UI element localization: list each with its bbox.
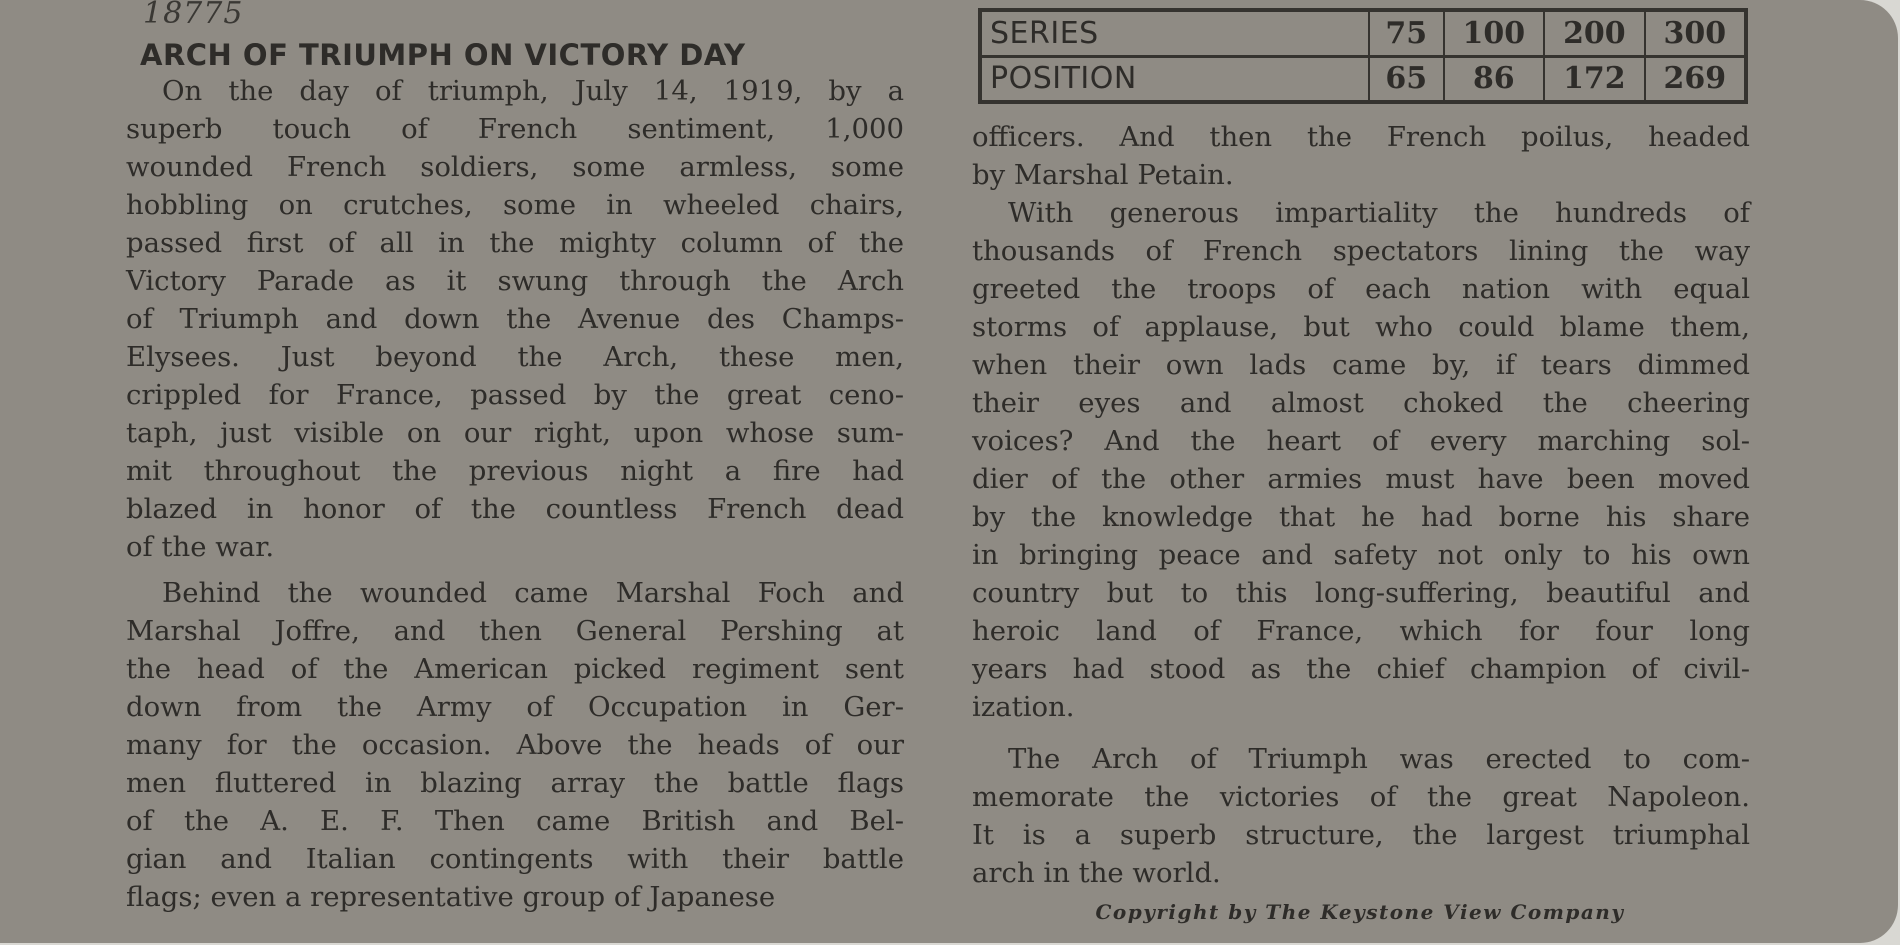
text-line: by the knowledge that he had borne his share xyxy=(972,501,1750,533)
text-line: years had stood as the chief champion of civil- xyxy=(972,653,1750,685)
series-position-table xyxy=(978,8,1748,104)
card-title: ARCH OF TRIUMPH ON VICTORY DAY xyxy=(140,38,746,72)
text-line: down from the Army of Occupation in Ger- xyxy=(126,691,904,723)
position-value: 86 xyxy=(1444,56,1545,100)
text-line: Victory Parade as it swung through the Arch xyxy=(126,265,904,297)
text-line: voices? And the heart of every marching sol- xyxy=(972,425,1750,457)
text-line: dier of the other armies must have been moved xyxy=(972,463,1750,495)
text-line: gian and Italian contingents with their battle xyxy=(126,843,904,875)
text-line: The Arch of Triumph was erected to com- xyxy=(1008,743,1750,775)
position-label: POSITION xyxy=(982,56,1369,100)
text-line: wounded French soldiers, some armless, some xyxy=(126,151,904,183)
text-line: of the war. xyxy=(126,531,275,563)
series-label: SERIES xyxy=(990,15,1099,51)
paragraph xyxy=(126,574,904,916)
text-line: On the day of triumph, July 14, 1919, by a xyxy=(162,75,904,107)
text-line: superb touch of French sentiment, 1,000 xyxy=(126,113,904,145)
position-value: 65 xyxy=(1369,56,1444,100)
text-line: It is a superb structure, the largest triumphal xyxy=(972,819,1750,851)
text-line: Marshal Joffre, and then General Pershing at xyxy=(126,615,904,647)
text-line: taph, just visible on our right, upon whose sum- xyxy=(126,417,904,449)
text-line: flags; even a representative group of Japanese xyxy=(126,881,776,913)
text-line: of the A. E. F. Then came British and Bel- xyxy=(126,805,904,837)
text-line: their eyes and almost choked the cheering xyxy=(972,387,1750,419)
text-column-right xyxy=(972,118,1750,892)
series-row xyxy=(982,12,1744,56)
series-value: 75 xyxy=(1369,12,1444,56)
text-line: mit throughout the previous night a fire had xyxy=(126,455,904,487)
text-line: officers. And then the French poilus, headed xyxy=(972,121,1750,153)
text-line: passed first of all in the mighty column of the xyxy=(126,227,904,259)
paragraph xyxy=(972,740,1750,892)
text-line: many for the occasion. Above the heads of our xyxy=(126,729,904,761)
text-line: Behind the wounded came Marshal Foch and xyxy=(162,577,904,609)
paragraph xyxy=(972,118,1750,194)
text-line: when their own lads came by, if tears dimmed xyxy=(972,349,1750,381)
copyright-notice: Copyright by The Keystone View Company xyxy=(1095,900,1625,924)
text-line: arch in the world. xyxy=(972,857,1221,889)
text-line: in bringing peace and safety not only to his own xyxy=(972,539,1750,571)
text-line: greeted the troops of each nation with equal xyxy=(972,273,1750,305)
text-line: ization. xyxy=(972,691,1075,723)
text-line: by Marshal Petain. xyxy=(972,159,1234,191)
paragraph xyxy=(126,72,904,566)
position-row xyxy=(982,56,1744,100)
text-column-left xyxy=(126,72,904,916)
text-line: thousands of French spectators lining the way xyxy=(972,235,1750,267)
text-line: With generous impartiality the hundreds of xyxy=(1008,197,1750,229)
series-value: 100 xyxy=(1444,12,1545,56)
text-line: storms of applause, but who could blame them, xyxy=(972,311,1750,343)
text-line: crippled for France, passed by the great ceno- xyxy=(126,379,904,411)
text-line: heroic land of France, which for four long xyxy=(972,615,1750,647)
position-value: 172 xyxy=(1544,56,1645,100)
text-line: the head of the American picked regiment sent xyxy=(126,653,904,685)
text-line: men fluttered in blazing array the battle flags xyxy=(126,767,904,799)
series-value: 300 xyxy=(1645,12,1744,56)
text-line: blazed in honor of the countless French dead xyxy=(126,493,904,525)
position-value: 269 xyxy=(1645,56,1744,100)
series-value: 200 xyxy=(1544,12,1645,56)
paragraph xyxy=(972,194,1750,726)
text-line: country but to this long-suffering, beautiful and xyxy=(972,577,1750,609)
catalog-number: 18775 xyxy=(143,0,244,31)
text-line: Elysees. Just beyond the Arch, these men, xyxy=(126,341,904,373)
text-line: of Triumph and down the Avenue des Champs- xyxy=(126,303,904,335)
text-line: hobbling on crutches, some in wheeled chairs, xyxy=(126,189,904,221)
text-line: memorate the victories of the great Napoleon. xyxy=(972,781,1750,813)
